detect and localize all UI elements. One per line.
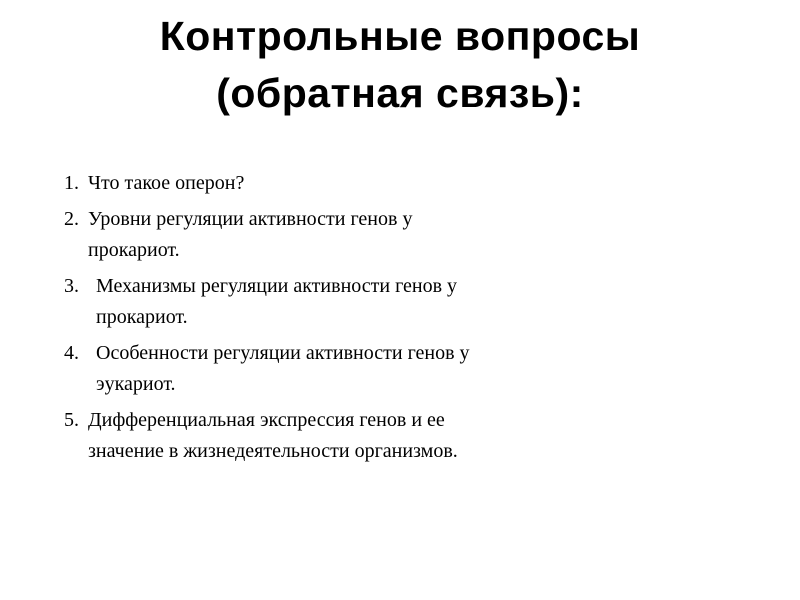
question-1 <box>64 168 764 200</box>
question-text: Уровни регуляции активности генов у <box>88 207 413 230</box>
question-4 <box>64 338 764 401</box>
question-number: 5. <box>64 408 79 431</box>
slide-title <box>0 8 800 122</box>
question-number: 3. <box>64 274 79 297</box>
slide-title-line-1: Контрольные вопросы <box>159 13 641 59</box>
question-5 <box>64 405 764 468</box>
question-text-continuation: эукариот. <box>96 373 176 395</box>
question-number: 2. <box>64 207 79 230</box>
question-text-continuation: прокариот. <box>88 239 180 261</box>
question-text: Механизмы регуляции активности генов у <box>96 274 458 297</box>
question-text: Особенности регуляции активности генов у <box>96 341 470 364</box>
question-text: Дифференциальная экспрессия генов и ее <box>88 408 445 431</box>
question-3 <box>64 271 764 334</box>
questions-list <box>64 168 764 472</box>
question-text: Что такое оперон? <box>88 172 245 194</box>
question-text-continuation: значение в жизнедеятельности организмов. <box>88 440 458 462</box>
question-number: 1. <box>64 172 79 194</box>
question-number: 4. <box>64 341 79 364</box>
question-text-continuation: прокариот. <box>96 306 188 328</box>
question-2 <box>64 204 764 267</box>
slide-title-line-2: (обратная связь): <box>216 70 584 116</box>
